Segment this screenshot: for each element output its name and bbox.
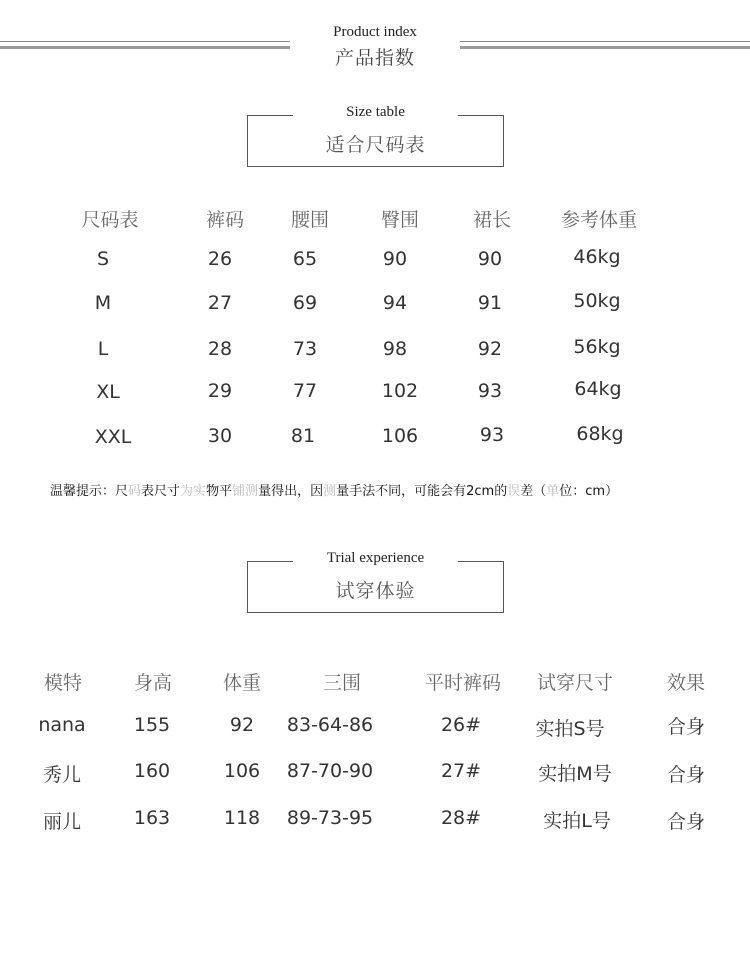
size-cell: 77 bbox=[292, 380, 318, 402]
note-part: 量手法不同，可能会有2cm的 bbox=[336, 484, 508, 499]
note-part: 测 bbox=[245, 484, 259, 499]
size-cell: 69 bbox=[292, 292, 318, 314]
size-cell: XL bbox=[96, 381, 120, 403]
trial-cell: 实拍M号 bbox=[538, 763, 612, 785]
size-cell: 27 bbox=[207, 292, 233, 314]
trial-cell: 实拍L号 bbox=[543, 810, 611, 832]
header-title-en: Product index bbox=[333, 24, 417, 40]
size-cell: 93 bbox=[477, 380, 503, 402]
size-cell: 98 bbox=[382, 338, 408, 360]
trial-cell: 合身 bbox=[666, 716, 705, 738]
size-cell: 64kg bbox=[574, 378, 622, 400]
size-cell: 56kg bbox=[573, 336, 621, 358]
size-cell: 81 bbox=[290, 425, 316, 447]
size-section-title-en: Size table bbox=[346, 104, 405, 120]
size-cell: 102 bbox=[381, 380, 419, 402]
size-table-header: 裤码 bbox=[205, 209, 244, 231]
note-part: 为实 bbox=[180, 484, 207, 499]
measurement-note bbox=[50, 480, 618, 499]
note-part: 差（ bbox=[520, 484, 547, 499]
size-cell: 29 bbox=[207, 380, 233, 402]
size-cell: 30 bbox=[207, 425, 233, 447]
size-cell: 50kg bbox=[573, 290, 621, 312]
trial-cell: 160 bbox=[133, 760, 171, 782]
size-cell: 68kg bbox=[576, 423, 624, 445]
size-section-title-box bbox=[247, 104, 504, 167]
trial-cell: 87-70-90 bbox=[286, 760, 374, 782]
size-table-header: 尺码表 bbox=[81, 209, 139, 231]
size-table-header: 裙长 bbox=[472, 209, 511, 231]
size-cell: 93 bbox=[479, 424, 505, 446]
header-title-zh: 产品指数 bbox=[334, 47, 415, 69]
size-cell: 26 bbox=[207, 248, 233, 270]
size-cell: 28 bbox=[207, 338, 233, 360]
note-part: 温馨提示：尺 bbox=[50, 484, 129, 499]
size-table-header: 参考体重 bbox=[560, 209, 637, 231]
size-cell: 65 bbox=[292, 248, 318, 270]
size-cell: 106 bbox=[381, 425, 419, 447]
note-part: 表尺寸 bbox=[141, 484, 181, 499]
trial-cell: 118 bbox=[223, 807, 261, 829]
trial-table-header: 平时裤码 bbox=[424, 672, 501, 694]
trial-cell: 合身 bbox=[666, 764, 705, 786]
trial-cell: 26# bbox=[440, 714, 482, 736]
trial-section-title-box bbox=[247, 550, 504, 613]
trial-table-header: 身高 bbox=[133, 672, 172, 694]
trial-cell: 92 bbox=[229, 714, 255, 736]
trial-table-header: 效果 bbox=[666, 672, 705, 694]
trial-cell: 秀儿 bbox=[42, 764, 81, 786]
trial-cell: 106 bbox=[223, 760, 261, 782]
size-table-header: 腰围 bbox=[290, 209, 329, 231]
trial-table-header: 试穿尺寸 bbox=[536, 672, 613, 694]
header-line-right-thin bbox=[460, 41, 750, 42]
trial-cell: 155 bbox=[133, 714, 171, 736]
size-cell: 73 bbox=[292, 338, 318, 360]
trial-section-title-en: Trial experience bbox=[326, 550, 425, 566]
note-part: 单 bbox=[546, 484, 560, 499]
note-part: 位：cm） bbox=[559, 484, 619, 499]
trial-cell: 28# bbox=[440, 807, 482, 829]
trial-cell: 丽儿 bbox=[42, 811, 81, 833]
trial-cell: 合身 bbox=[666, 811, 705, 833]
size-cell: M bbox=[94, 292, 112, 314]
note-part: 量得出，因 bbox=[258, 484, 324, 499]
trial-cell: 实拍S号 bbox=[535, 718, 605, 740]
size-cell: 94 bbox=[382, 292, 408, 314]
trial-cell: 83-64-86 bbox=[286, 714, 374, 736]
size-cell: 90 bbox=[382, 248, 408, 270]
note-part: 测 bbox=[323, 484, 337, 499]
header-line-left-thin bbox=[0, 41, 290, 42]
trial-table-header: 三围 bbox=[322, 672, 361, 694]
size-cell: 91 bbox=[477, 292, 503, 314]
size-cell: S bbox=[96, 248, 110, 270]
trial-cell: 27# bbox=[440, 760, 482, 782]
size-cell: 92 bbox=[477, 338, 503, 360]
trial-cell: 89-73-95 bbox=[286, 807, 374, 829]
size-cell: 90 bbox=[477, 248, 503, 270]
note-part: 物平 bbox=[206, 484, 233, 499]
trial-table-header: 模特 bbox=[43, 672, 82, 694]
size-table-header: 臀围 bbox=[380, 209, 419, 231]
trial-table-header: 体重 bbox=[222, 672, 261, 694]
size-cell: XXL bbox=[94, 426, 132, 448]
trial-cell: nana bbox=[38, 714, 86, 736]
size-section-title-zh: 适合尺码表 bbox=[325, 134, 426, 156]
trial-section-title-zh: 试穿体验 bbox=[335, 580, 416, 602]
note-part: 误 bbox=[507, 484, 521, 499]
note-part: 码 bbox=[128, 484, 142, 499]
trial-cell: 163 bbox=[133, 807, 171, 829]
note-part: 铺 bbox=[232, 484, 246, 499]
size-cell: 46kg bbox=[573, 246, 621, 268]
size-cell: L bbox=[97, 338, 109, 360]
